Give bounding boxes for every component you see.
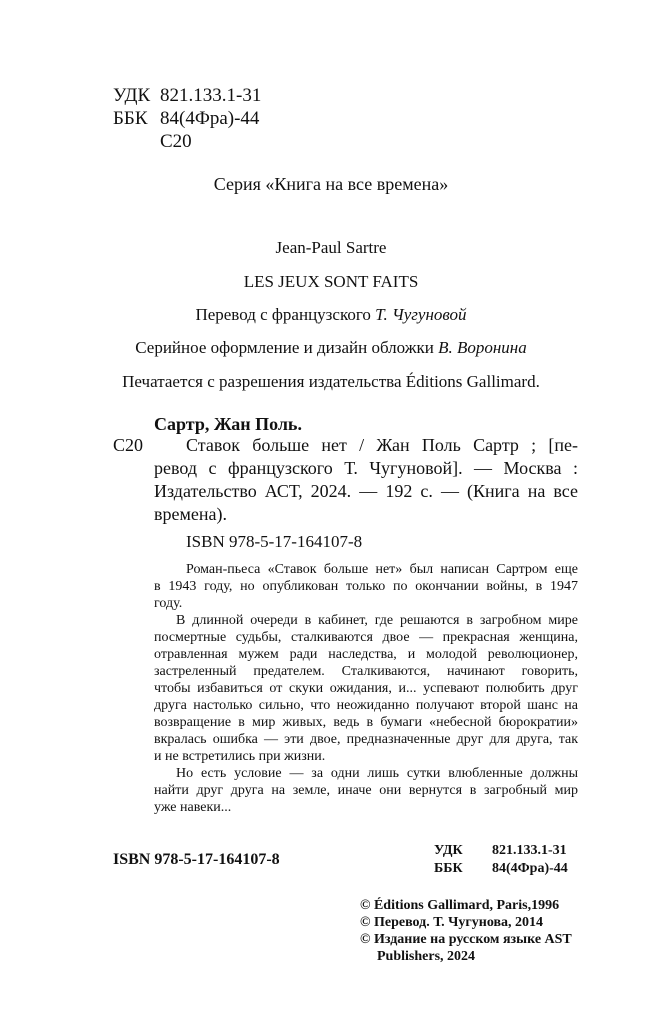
annotation-p2-line-8: вкралась ошибка — эти двое, предназначенные друг для друга, так	[154, 732, 578, 747]
annotation-p3-line-1: Но есть условие — за одни лишь сутки влюбленные должны	[176, 766, 578, 781]
annotation-p2-line-5: чтобы избавиться от скуки ожидания, и... успевают полюбить друг	[154, 681, 578, 696]
copyright-edition: © Издание на русском языке AST	[360, 932, 572, 947]
udk-value: 821.133.1-31	[160, 85, 262, 106]
annotation-p2-line-6: друга настолько сильно, что неожиданно получают второй шанс на	[154, 698, 578, 713]
bbk-label: ББК	[113, 108, 148, 129]
annotation-p1-line-3: году.	[154, 596, 183, 611]
annotation-p3-line-3: уже навеки...	[154, 800, 232, 815]
permission-line: Печатается с разрешения издательства Éditions Gallimard.	[122, 372, 540, 391]
annotation-p2-line-9: и не встретились при жизни.	[154, 749, 326, 764]
designer-name: В. Воронина	[438, 338, 527, 357]
bbk-value: 84(4Фра)-44	[160, 108, 260, 129]
catalog-author-heading: Сартр, Жан Поль.	[154, 414, 302, 434]
annotation-p1-line-1: Роман-пьеса «Ставок больше нет» был написан Сартром еще	[186, 562, 578, 577]
copyright-translation: © Перевод. Т. Чугунова, 2014	[360, 915, 544, 930]
copyright-gallimard: © Éditions Gallimard, Paris,1996	[360, 898, 560, 913]
annotation-p2-line-3: отравленная мужем ради наследства, и молодой революционер,	[154, 647, 578, 662]
catalog-isbn: ISBN 978-5-17-164107-8	[186, 532, 363, 551]
annotation-p2-line-2: посмертные судьбы, сталкиваются двое — прекрасная женщина,	[154, 630, 578, 645]
annotation-p2-line-7: возвращение в мир живых, ведь в бумаги «небесной бюрократии»	[154, 715, 578, 730]
design-line	[0, 338, 662, 358]
udk-label: УДК	[113, 85, 151, 106]
original-title: LES JEUX SONT FAITS	[243, 272, 419, 291]
annotation-p3-line-2: найти друг друга на земле, иначе они вернутся в загробный мир	[154, 783, 578, 798]
catalog-line-2: ревод с французского Т. Чугуновой]. — Москва :	[154, 458, 578, 478]
annotation-p2-line-4: застреленный предателем. Сталкиваются, начинают говорить,	[154, 664, 578, 679]
author-mark: С20	[160, 131, 192, 152]
translation-prefix: Перевод с французского	[195, 305, 371, 324]
footer-bbk-label: ББК	[434, 861, 463, 876]
footer-isbn: ISBN 978-5-17-164107-8	[113, 851, 280, 868]
catalog-line-4: времена).	[154, 504, 227, 524]
catalog-line-1: Ставок больше нет / Жан Поль Сартр ; [пе-	[186, 435, 578, 455]
series-title: Серия «Книга на все времена»	[213, 174, 449, 194]
footer-udk-label: УДК	[434, 843, 463, 858]
design-prefix: Серийное оформление и дизайн обложки	[135, 338, 434, 357]
annotation-p2-line-1: В длинной очереди в кабинет, где решаются в загробном мире	[176, 613, 578, 628]
translator-name: Т. Чугуновой	[375, 305, 467, 324]
catalog-line-3: Издательство АСТ, 2024. — 192 с. — (Книга на все	[154, 481, 578, 501]
catalog-mark: С20	[113, 435, 144, 455]
footer-bbk-value: 84(4Фра)-44	[492, 861, 568, 876]
copyright-edition-cont: Publishers, 2024	[377, 949, 476, 964]
footer-udk-value: 821.133.1-31	[492, 843, 567, 858]
annotation-p1-line-2: в 1943 году, но опубликован только по окончании войны, в 1947	[154, 579, 578, 594]
original-author: Jean-Paul Sartre	[275, 238, 387, 257]
translation-line	[0, 305, 662, 325]
